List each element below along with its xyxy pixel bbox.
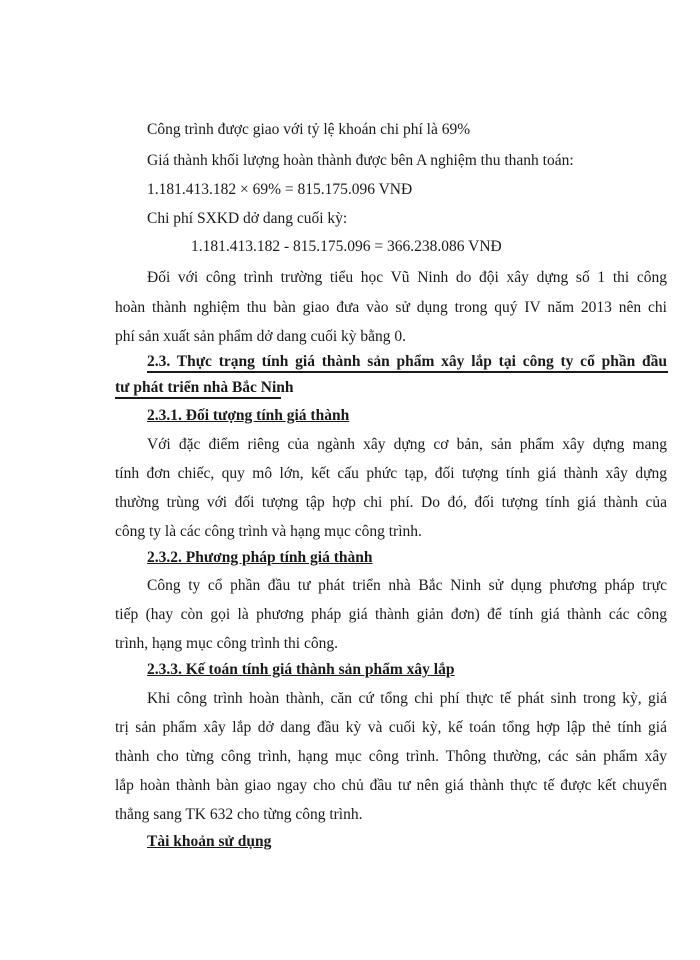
paragraph-line: trình, hạng mục công trình thi công. bbox=[115, 635, 338, 652]
heading-underline bbox=[115, 397, 281, 399]
subsection-heading: 2.3.1. Đối tượng tính giá thành bbox=[147, 407, 350, 424]
text-line: Chi phí SXKD dở dang cuối kỳ: bbox=[147, 210, 348, 227]
paragraph-line: thẳng sang TK 632 cho từng công trình. bbox=[115, 806, 363, 823]
paragraph-line: Đối với công trình trường tiểu học Vũ Ninh do đội xây dựng số 1 thi công bbox=[147, 269, 667, 286]
paragraph-line: Với đặc điểm riêng của ngành xây dựng cơ bản, sản phẩm xây dựng mang bbox=[147, 436, 667, 453]
paragraph-line: tiếp (hay còn gọi là phương pháp giá thành giản đơn) để tính giá thành các công bbox=[115, 606, 667, 623]
paragraph-line: lắp hoàn thành bàn giao ngay cho chủ đầu tư nên giá thành thực tế được kết chuyển bbox=[115, 777, 667, 794]
paragraph-line: Khi công trình hoàn thành, căn cứ tổng chi phí thực tế phát sinh trong kỳ, giá bbox=[147, 690, 667, 707]
text-line: Công trình được giao với tỷ lệ khoán chi phí là 69% bbox=[147, 121, 471, 138]
paragraph-line: tính đơn chiếc, quy mô lớn, kết cấu phức tạp, đối tượng tính giá thành xây dựng bbox=[115, 465, 667, 482]
account-heading: Tài khoản sử dụng bbox=[147, 833, 272, 850]
section-heading: 2.3. Thực trạng tính giá thành sản phẩm xây lắp tại công ty cổ phần đầu bbox=[147, 353, 667, 370]
text-line: Giá thành khối lượng hoàn thành được bên A nghiệm thu thanh toán: bbox=[147, 152, 574, 169]
paragraph-line: công ty là các công trình và hạng mục công trình. bbox=[115, 523, 422, 540]
subsection-heading: 2.3.3. Kế toán tính giá thành sản phẩm xây lắp bbox=[147, 661, 455, 678]
paragraph-line: trị sản phẩm xây lắp dở dang đầu kỳ và cuối kỳ, kế toán tổng hợp lập thẻ tính giá bbox=[115, 719, 667, 736]
paragraph-line: phí sản xuất sản phẩm dở dang cuối kỳ bằng 0. bbox=[115, 328, 407, 345]
paragraph-line: hoàn thành nghiệm thu bàn giao đưa vào sử dụng trong quý IV năm 2013 nên chi bbox=[115, 299, 667, 316]
formula-line: 1.181.413.182 - 815.175.096 = 366.238.086 VNĐ bbox=[191, 238, 502, 255]
paragraph-line: thường trùng với đối tượng tập hợp chi phí. Do đó, đối tượng tính giá thành của bbox=[115, 494, 667, 511]
section-heading-cont: tư phát triển nhà Bắc Ninh bbox=[115, 379, 294, 396]
paragraph-line: Công ty cổ phần đầu tư phát triển nhà Bắc Ninh sử dụng phương pháp trực bbox=[147, 577, 667, 594]
subsection-heading: 2.3.2. Phương pháp tính giá thành bbox=[147, 549, 373, 566]
heading-underline bbox=[147, 371, 668, 373]
paragraph-line: thành cho từng công trình, hạng mục công trình. Thông thường, các sản phẩm xây bbox=[115, 748, 667, 765]
formula-line: 1.181.413.182 × 69% = 815.175.096 VNĐ bbox=[147, 181, 413, 198]
